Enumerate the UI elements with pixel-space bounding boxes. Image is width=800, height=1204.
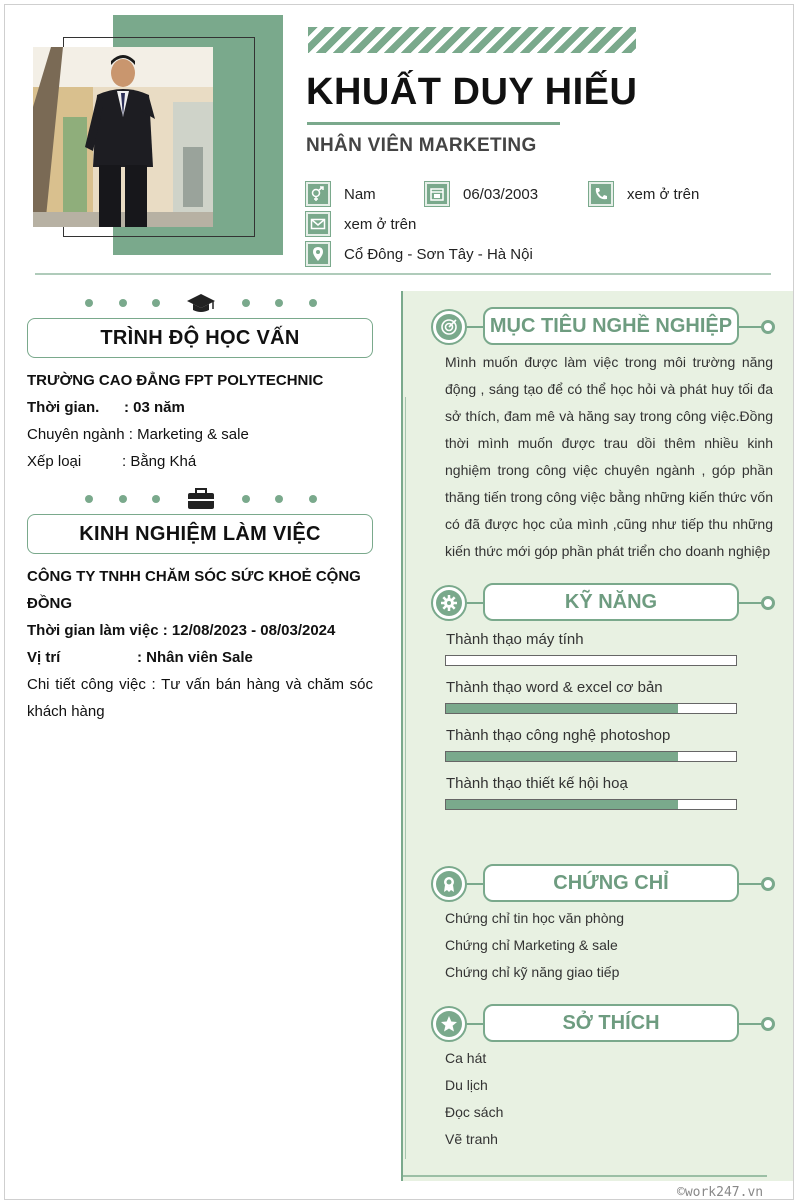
skill-label: Thành thạo công nghệ photoshop [446, 727, 671, 744]
address-info [306, 242, 533, 266]
hobby-item: Vẽ tranh [445, 1131, 498, 1147]
certificates-heading: CHỨNG CHỈ [483, 864, 739, 902]
graduation-cap-icon [186, 291, 216, 315]
objective-text: Mình muốn được làm việc trong môi trường năng động , sáng tạo để có thể học hỏi và phát huy tối đa sở thích, đam mê và hăng say trong công việc.Đồng thời mình muốn được trau dồi thêm nhiều kinh nghiệm trong công việc chuyên ngành , góp phần thăng tiến trong công việc bằng những kiến thức vốn có đã được học của mình ,cũng như tiếp thu những kiến thức mới góp phần phát triển cho doanh nghiệp [445, 354, 773, 559]
education-major-label: Chuyên ngành [27, 426, 125, 443]
header-divider [35, 273, 771, 275]
gender-value: Nam [344, 185, 376, 203]
candidate-position: NHÂN VIÊN MARKETING [306, 135, 537, 156]
target-icon [436, 314, 462, 340]
education-rank-row [27, 448, 196, 475]
hobby-item: Ca hát [445, 1050, 487, 1066]
column-divider-line [405, 397, 406, 1159]
address-value: Cổ Đông - Sơn Tây - Hà Nội [344, 245, 533, 263]
experience-company-line2: ĐỒNG [27, 595, 72, 612]
birthday-value: 06/03/2003 [463, 185, 539, 203]
experience-period-value: : 12/08/2023 - 08/03/2024 [162, 622, 336, 639]
skill-label: Thành thạo máy tính [446, 631, 584, 648]
skills-heading: KỸ NĂNG [483, 583, 739, 621]
calendar-icon [425, 182, 449, 206]
experience-ornament [85, 487, 317, 511]
briefcase-icon [186, 487, 216, 511]
education-school: TRƯỜNG CAO ĐẲNG FPT POLYTECHNIC [27, 372, 324, 389]
birthday-info [425, 182, 538, 206]
education-major-value: : Marketing & sale [128, 426, 249, 443]
mail-icon [306, 212, 330, 236]
gender-icon [306, 182, 330, 206]
skill-bar [445, 799, 737, 810]
skill-bar [445, 703, 737, 714]
skills-header [431, 583, 775, 623]
certificates-header [431, 864, 775, 904]
education-rank-label: Xếp loại [27, 453, 82, 470]
experience-detail: Chi tiết công việc : Tư vấn bán hàng và chăm sóc khách hàng [27, 676, 373, 720]
skill-bar-fill [446, 704, 678, 713]
experience-period-row [27, 617, 335, 644]
experience-role-row [27, 644, 253, 671]
objective-heading: MỤC TIÊU NGHỀ NGHIỆP [483, 307, 739, 345]
education-major-row [27, 421, 249, 448]
education-ornament [85, 291, 317, 315]
skill-bar-fill [446, 800, 678, 809]
name-underline [307, 122, 560, 125]
experience-period-label: Thời gian làm việc [27, 622, 159, 639]
location-pin-icon [306, 242, 330, 266]
email-value: xem ở trên [344, 215, 417, 233]
education-heading: TRÌNH ĐỘ HỌC VẤN [27, 318, 373, 358]
skill-label: Thành thạo word & excel cơ bản [446, 679, 663, 696]
education-time-row [27, 394, 185, 421]
cv-page [4, 4, 794, 1200]
gender-info [306, 182, 376, 206]
education-time-label: Thời gian. [27, 399, 100, 416]
skill-label: Thành thạo thiết kế hội hoạ [446, 775, 628, 792]
phone-value: xem ở trên [627, 185, 700, 203]
gear-icon [436, 590, 462, 616]
watermark: ©work247.vn [677, 1185, 764, 1200]
certificate-item: Chứng chỉ kỹ năng giao tiếp [445, 964, 620, 980]
skill-bar [445, 655, 737, 666]
star-icon [436, 1011, 462, 1037]
education-rank-value: : Bằng Khá [122, 453, 197, 470]
experience-role-label: Vị trí [27, 649, 61, 666]
hobby-item: Đọc sách [445, 1104, 504, 1120]
award-icon [436, 871, 462, 897]
hobbies-header [431, 1004, 775, 1044]
objective-header [431, 307, 775, 347]
candidate-name: KHUẤT DUY HIẾU [306, 71, 638, 113]
email-info [306, 212, 416, 236]
experience-company-line1: CÔNG TY TNHH CHĂM SÓC SỨC KHOẺ CỘNG [27, 568, 361, 585]
skill-bar-fill [446, 752, 678, 761]
hobbies-heading: SỞ THÍCH [483, 1004, 739, 1042]
right-panel-bottom-rule [401, 1175, 767, 1177]
decorative-stripe [308, 27, 636, 53]
phone-icon [589, 182, 613, 206]
education-time-value: : 03 năm [124, 399, 185, 416]
profile-photo [33, 47, 213, 227]
certificate-item: Chứng chỉ tin học văn phòng [445, 910, 625, 926]
hobby-item: Du lịch [445, 1077, 488, 1093]
skill-bar [445, 751, 737, 762]
experience-heading: KINH NGHIỆM LÀM VIỆC [27, 514, 373, 554]
certificate-item: Chứng chỉ Marketing & sale [445, 937, 618, 953]
phone-info [589, 182, 699, 206]
experience-role-value: : Nhân viên Sale [137, 649, 253, 666]
